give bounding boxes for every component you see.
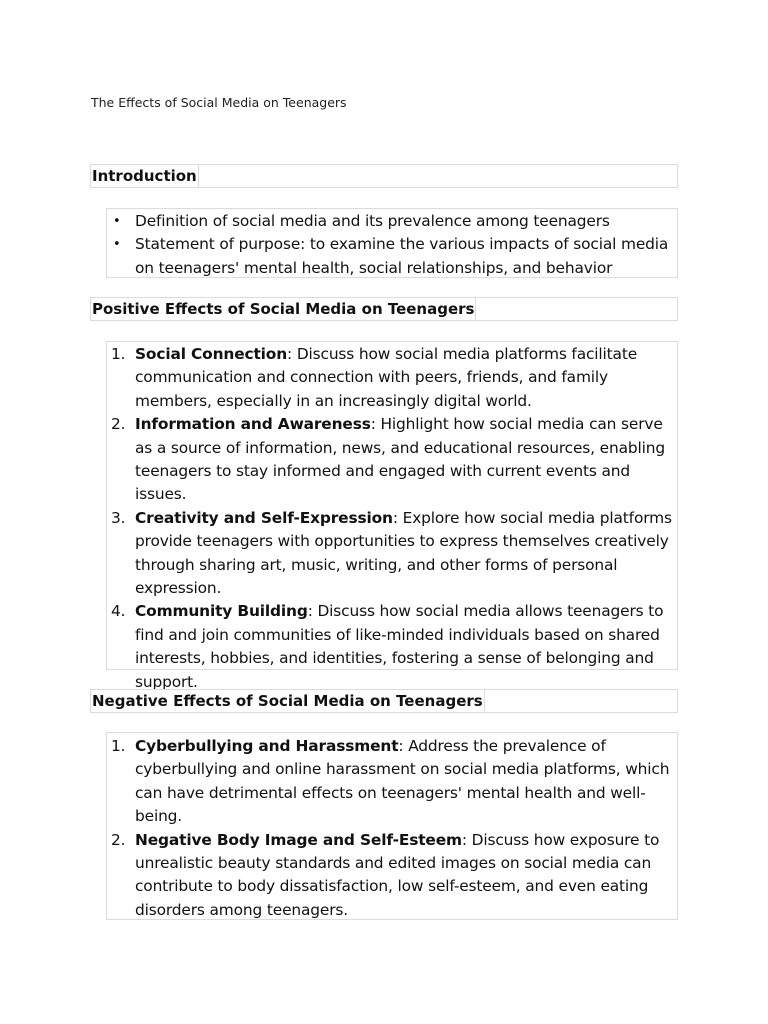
list-item xyxy=(107,413,677,507)
list-item xyxy=(107,507,677,601)
list-item xyxy=(107,233,677,280)
item-number: 4. xyxy=(111,602,126,621)
list-item-text: Definition of social media and its prevalence among teenagers xyxy=(135,212,610,230)
list-item xyxy=(107,600,677,694)
introduction-list xyxy=(106,208,678,278)
introduction-heading-box xyxy=(90,164,678,188)
positive-effects-heading-box xyxy=(90,297,678,321)
item-description: : Discuss how social media allows teenagers to find and join communities of like-minded individuals based on shared interests, hobbies, and identities, fostering a sense of belonging and support. xyxy=(135,602,664,691)
item-number: 1. xyxy=(111,737,126,755)
item-term: Cyberbullying and Harassment xyxy=(135,737,399,755)
positive-effects-heading: Positive Effects of Social Media on Teenagers xyxy=(92,300,475,318)
item-number: 2. xyxy=(111,415,126,434)
positive-effects-list xyxy=(106,341,678,691)
item-number: 2. xyxy=(111,830,126,849)
list-item xyxy=(107,210,677,233)
item-number: 3. xyxy=(111,508,126,527)
item-term: Community Building xyxy=(135,602,308,621)
introduction-heading: Introduction xyxy=(92,167,197,185)
negative-effects-list xyxy=(106,732,678,920)
item-description: : Explore how social media platforms provide teenagers with opportunities to express themselves creatively through sharing art, music, writing, and other forms of personal expression. xyxy=(135,508,672,598)
item-description: : Address the prevalence of cyberbullying and online harassment on social media platforms, which can have detrimental effects on teenagers' mental health and well-being. xyxy=(135,737,670,826)
item-number: 1. xyxy=(111,345,126,363)
document-title: The Effects of Social Media on Teenagers xyxy=(91,95,347,110)
list-item xyxy=(107,735,677,829)
item-description: : Discuss how exposure to unrealistic beauty standards and edited images on social media can contribute to body dissatisfaction, low self-esteem, and even eating disorders among teenagers. xyxy=(135,830,660,919)
item-term: Creativity and Self-Expression xyxy=(135,508,393,527)
list-item-text: Statement of purpose: to examine the various impacts of social media on teenagers' mental health, social relationships, and behavior xyxy=(135,235,669,277)
item-term: Information and Awareness xyxy=(135,415,371,434)
item-term: Negative Body Image and Self-Esteem xyxy=(135,830,462,849)
negative-effects-heading-box xyxy=(90,689,678,713)
bullet-icon: • xyxy=(113,237,121,253)
item-description: : Highlight how social media can serve as a source of information, news, and educational resources, enabling teenagers to stay informed and engaged with current events and issues. xyxy=(135,415,665,504)
item-term: Social Connection xyxy=(135,345,288,363)
negative-effects-heading: Negative Effects of Social Media on Teenagers xyxy=(92,692,483,710)
item-description: : Discuss how social media platforms facilitate communication and connection with peers, friends, and family members, especially in an increasingly digital world. xyxy=(135,345,638,410)
bullet-icon: • xyxy=(113,214,121,229)
list-item xyxy=(107,343,677,413)
list-item xyxy=(107,829,677,923)
